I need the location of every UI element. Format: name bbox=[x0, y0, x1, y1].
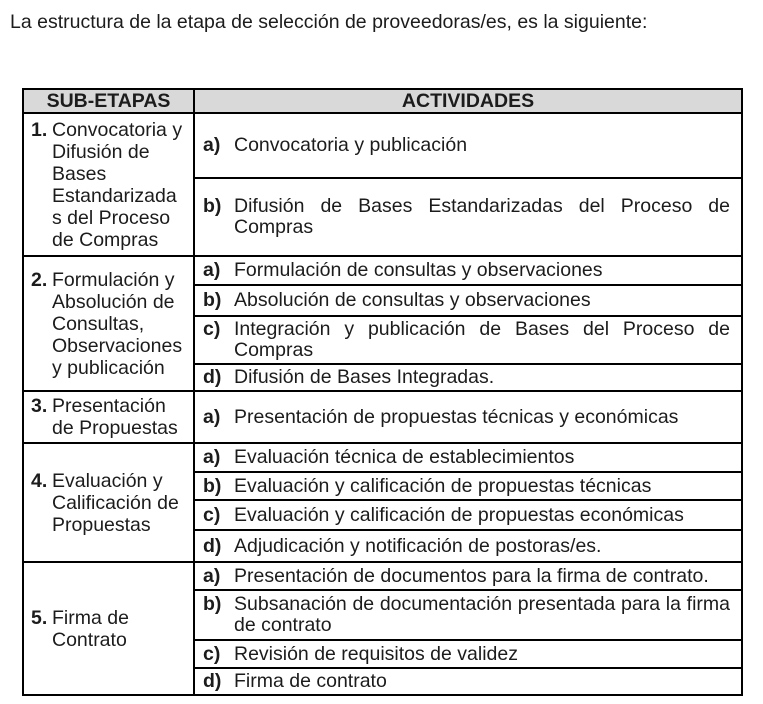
page-title: La estructura de la etapa de selección de proveedoras/es, es la siguiente: bbox=[10, 11, 648, 33]
activity-row bbox=[23, 113, 742, 178]
activity-label: Difusión de Bases Integradas. bbox=[234, 366, 495, 388]
activity-letter: a) bbox=[203, 564, 221, 587]
activity-row bbox=[23, 443, 742, 472]
activity-label: Evaluación y calificación de propuestas económicas bbox=[234, 503, 684, 526]
activity-cell bbox=[194, 316, 742, 364]
activity-row bbox=[23, 391, 742, 443]
activity-letter: a) bbox=[203, 134, 221, 156]
stage-label: Firma de Contrato bbox=[52, 606, 129, 651]
activity-letter: b) bbox=[203, 593, 222, 615]
activity-letter: b) bbox=[203, 195, 222, 217]
activity-cell bbox=[194, 391, 742, 443]
activity-label: Presentación de documentos para la firma de contrato. bbox=[234, 564, 709, 587]
activity-label: Evaluación técnica de establecimientos bbox=[234, 446, 575, 468]
stage-label: Presentación de Propuestas bbox=[52, 395, 178, 439]
activity-label: Integración y publicación de Bases del Proceso de Compras bbox=[234, 318, 730, 361]
stage-number: 5. bbox=[31, 606, 48, 629]
activity-cell bbox=[194, 472, 742, 500]
stage-label: Convocatoria y Difusión de Bases Estandarizadas del Proceso de Compras bbox=[52, 118, 183, 251]
activity-cell bbox=[194, 640, 742, 668]
activity-label: Adjudicación y notificación de postoras/es. bbox=[234, 534, 602, 557]
activity-letter: d) bbox=[203, 534, 222, 557]
activity-cell bbox=[194, 364, 742, 391]
table-header-row bbox=[23, 89, 742, 113]
stage-number: 4. bbox=[31, 469, 48, 492]
stage-number: 3. bbox=[31, 395, 48, 417]
activity-letter: d) bbox=[203, 670, 222, 692]
activity-letter: d) bbox=[203, 366, 222, 388]
activity-cell bbox=[194, 178, 742, 256]
activity-label: Firma de contrato bbox=[234, 670, 387, 692]
stage-number: 2. bbox=[31, 268, 48, 291]
activity-cell bbox=[194, 256, 742, 285]
stage-label: Formulación y Absolución de Consultas, Observaciones y publicación bbox=[52, 268, 183, 379]
stage-label: Evaluación y Calificación de Propuestas bbox=[52, 469, 179, 536]
activity-label: Subsanación de documentación presentada para la firma de contrato bbox=[234, 593, 730, 636]
stage-cell-3 bbox=[23, 391, 194, 443]
activity-row bbox=[23, 256, 742, 285]
activity-letter: a) bbox=[203, 405, 221, 428]
activity-label: Convocatoria y publicación bbox=[234, 134, 468, 156]
stage-number: 1. bbox=[31, 118, 48, 141]
activity-letter: b) bbox=[203, 474, 222, 497]
activity-letter: c) bbox=[203, 318, 221, 340]
stage-cell-1 bbox=[23, 113, 194, 256]
activity-cell bbox=[194, 113, 742, 178]
activity-cell bbox=[194, 285, 742, 316]
activity-letter: c) bbox=[203, 503, 221, 526]
activity-label: Difusión de Bases Estandarizadas del Proceso de Compras bbox=[234, 195, 730, 238]
activity-letter: b) bbox=[203, 289, 222, 311]
activity-letter: a) bbox=[203, 446, 221, 468]
activity-label: Formulación de consultas y observaciones bbox=[234, 259, 603, 281]
activity-cell bbox=[194, 530, 742, 562]
activity-cell bbox=[194, 590, 742, 640]
selection-stages-table bbox=[22, 88, 743, 696]
activity-letter: c) bbox=[203, 642, 221, 665]
activity-label: Presentación de propuestas técnicas y económicas bbox=[234, 405, 679, 428]
activity-label: Revisión de requisitos de validez bbox=[234, 642, 518, 665]
activity-label: Evaluación y calificación de propuestas técnicas bbox=[234, 474, 652, 497]
activity-cell bbox=[194, 500, 742, 530]
activity-cell bbox=[194, 562, 742, 590]
stage-cell-4 bbox=[23, 443, 194, 562]
stage-cell-5 bbox=[23, 562, 194, 695]
activity-cell bbox=[194, 668, 742, 695]
stage-cell-2 bbox=[23, 256, 194, 391]
activity-cell bbox=[194, 443, 742, 472]
activity-label: Absolución de consultas y observaciones bbox=[234, 289, 591, 311]
activity-row bbox=[23, 562, 742, 590]
col-header-actividades: ACTIVIDADES bbox=[194, 89, 742, 113]
activity-letter: a) bbox=[203, 259, 221, 281]
col-header-sub-etapas: SUB-ETAPAS bbox=[23, 89, 194, 113]
